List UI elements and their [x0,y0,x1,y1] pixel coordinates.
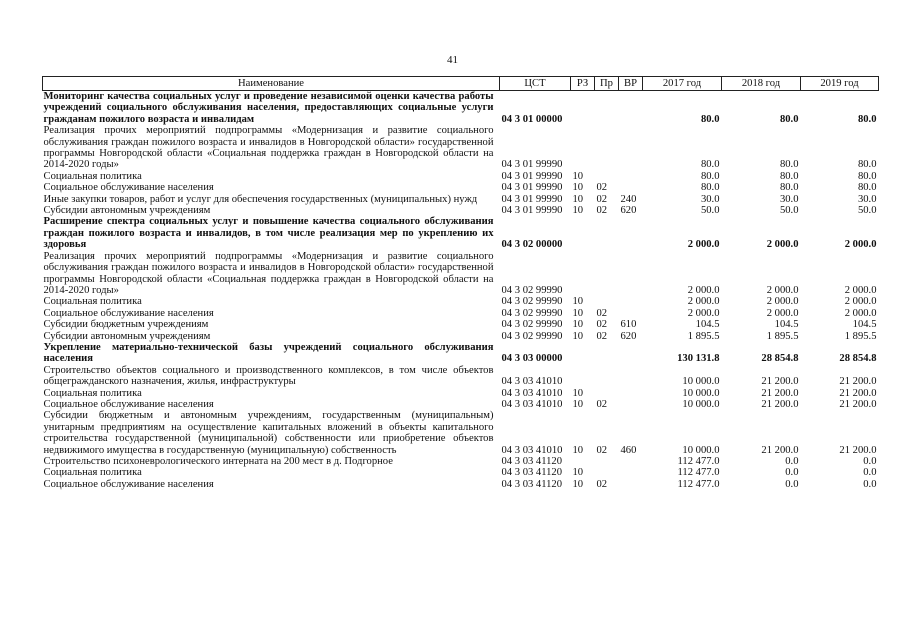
row-cst: 04 3 01 99990 [501,182,563,194]
row-pr: 02 [596,319,608,331]
row-cst: 04 3 01 99990 [501,170,563,182]
row-value-2019: 80.0 [857,170,877,182]
row-value-2018: 104.5 [774,319,799,331]
header-rz: РЗ [571,77,595,91]
table-row [43,388,879,399]
row-cst: 04 3 01 99990 [501,159,563,171]
row-vr: 610 [620,319,637,331]
row-value-2017: 112 477.0 [677,478,720,490]
table-row [43,182,879,193]
row-vr [619,399,643,410]
row-value-2017: 10 000.0 [682,398,720,410]
row-value-2018: 21 200.0 [761,376,799,388]
row-value-2019: 2 000.0 [844,307,877,319]
row-pr [595,216,619,250]
row-rz: 10 [572,319,584,331]
row-value-2017: 10 000.0 [682,387,720,399]
row-pr [595,342,619,365]
header-2018: 2018 год [722,77,801,91]
row-cst: 04 3 01 99990 [501,205,563,217]
row-value-2017: 2 000.0 [687,239,720,251]
row-vr [619,182,643,193]
row-pr [595,388,619,399]
table-header-row [43,77,879,91]
table-row [43,125,879,171]
table-row [43,479,879,490]
row-pr [595,171,619,182]
row-value-2017: 10 000.0 [682,376,720,388]
row-pr: 02 [596,330,608,342]
row-cst: 04 3 03 41010 [501,387,563,399]
row-pr [595,296,619,307]
row-value-2018: 2 000.0 [766,239,799,251]
row-rz [571,456,595,467]
table-row [43,205,879,216]
row-rz: 10 [572,307,584,319]
row-pr [595,456,619,467]
row-name: Социальная политика [43,387,142,399]
row-rz: 10 [572,193,584,205]
row-value-2019: 50.0 [857,205,877,217]
row-name: Строительство объектов социального и производственного комплексов, в том числе объектов общегражданского назначения, жилья, инфраструктуры [43,364,494,388]
header-name: Наименование [43,77,500,91]
row-value-2017: 2 000.0 [687,307,720,319]
row-value-2017: 80.0 [700,182,720,194]
row-cst: 04 3 03 41010 [501,398,563,410]
table-row [43,308,879,319]
row-pr [595,365,619,388]
row-value-2017: 112 477.0 [677,467,720,479]
row-value-2017: 30.0 [700,193,720,205]
row-cst: 04 3 03 41120 [501,467,563,479]
budget-table [42,76,879,490]
row-pr: 02 [596,398,608,410]
row-name: Социальное обслуживание населения [43,398,214,410]
row-name: Субсидии автономным учреждениям [43,330,211,342]
table-row [43,296,879,307]
row-vr [619,467,643,478]
row-rz: 10 [572,398,584,410]
row-value-2018: 80.0 [779,170,799,182]
row-pr: 02 [596,193,608,205]
row-cst: 04 3 01 00000 [501,113,563,125]
table-row [43,171,879,182]
row-value-2019: 21 200.0 [839,376,877,388]
row-rz: 10 [572,478,584,490]
table-row [43,319,879,330]
row-value-2019: 80.0 [857,113,877,125]
row-rz: 10 [572,330,584,342]
row-value-2019: 21 200.0 [839,387,877,399]
row-vr [619,365,643,388]
table-row [43,194,879,205]
header-pr: Пр [595,77,619,91]
row-vr [619,251,643,297]
row-rz: 10 [572,467,584,479]
row-rz [571,365,595,388]
row-name: Иные закупки товаров, работ и услуг для обеспечения государственных (муниципальных) нужд [43,193,478,205]
row-value-2018: 2 000.0 [766,284,799,296]
row-pr: 02 [596,444,608,456]
row-vr [619,296,643,307]
row-value-2018: 0.0 [785,478,799,490]
row-pr [595,91,619,126]
row-name: Социальная политика [43,467,142,479]
row-value-2018: 21 200.0 [761,444,799,456]
row-name: Социальное обслуживание населения [43,182,214,194]
row-rz: 10 [572,444,584,456]
row-rz: 10 [572,296,584,308]
row-vr [619,91,643,126]
table-row [43,91,879,126]
row-pr [595,125,619,171]
header-2017: 2017 год [643,77,722,91]
row-value-2017: 80.0 [700,113,720,125]
row-pr: 02 [596,182,608,194]
row-name: Расширение спектра социальных услуг и повышение качества социального обслуживания граждан пожилого возраста и инвалидов, в том числе реализация мер по укреплению их здоровья [43,216,494,251]
row-rz: 10 [572,205,584,217]
row-name: Укрепление материально-технической базы учреждений социального обслуживания населения [43,341,494,365]
row-cst: 04 3 02 99990 [501,307,563,319]
row-value-2018: 50.0 [779,205,799,217]
row-vr [619,216,643,250]
row-vr: 240 [620,193,637,205]
row-value-2017: 80.0 [700,159,720,171]
header-2019: 2019 год [801,77,879,91]
table-row [43,365,879,388]
row-value-2019: 21 200.0 [839,398,877,410]
row-value-2019: 0.0 [863,467,877,479]
row-name: Социальная политика [43,170,142,182]
row-cst: 04 3 03 00000 [501,353,563,365]
header-cst: ЦСТ [500,77,571,91]
row-vr [619,171,643,182]
row-cst: 04 3 02 00000 [501,239,563,251]
row-vr: 620 [620,205,637,217]
row-name: Реализация прочих мероприятий подпрограммы «Модернизация и развитие социального обслуживания граждан пожилого возраста и инвалидов в Новгородской области» государственной программы Новгородской области «Социальная поддержка граждан в Новгородской области на 2014-2020 годы» [43,250,494,296]
row-pr [595,467,619,478]
row-value-2018: 1 895.5 [766,330,799,342]
row-value-2019: 2 000.0 [844,239,877,251]
row-value-2018: 80.0 [779,159,799,171]
row-value-2019: 1 895.5 [844,330,877,342]
row-value-2019: 80.0 [857,159,877,171]
row-cst: 04 3 03 41120 [501,478,563,490]
row-name: Социальное обслуживание населения [43,478,214,490]
row-value-2019: 21 200.0 [839,444,877,456]
table-row [43,399,879,410]
row-value-2017: 10 000.0 [682,444,720,456]
row-name: Мониторинг качества социальных услуг и проведение независимой оценки качества работы учреждений социального обслуживания населения, предоставляющих социальные услуги гражданам пожилого возраста и инвалидам [43,91,494,125]
row-value-2018: 2 000.0 [766,296,799,308]
row-vr [619,125,643,171]
row-value-2017: 104.5 [695,319,720,331]
row-vr [619,456,643,467]
row-rz: 10 [572,170,584,182]
row-value-2017: 112 477.0 [677,456,720,467]
row-name: Социальное обслуживание населения [43,307,214,319]
row-rz [571,251,595,297]
row-value-2018: 0.0 [785,467,799,479]
row-value-2018: 2 000.0 [766,307,799,319]
row-value-2017: 1 895.5 [687,330,720,342]
row-value-2019: 30.0 [857,193,877,205]
row-cst: 04 3 03 41120 [501,456,563,467]
row-rz [571,342,595,365]
row-pr [595,251,619,297]
row-name: Субсидии автономным учреждениям [43,205,211,217]
row-rz: 10 [572,182,584,194]
page-number: 41 [447,54,458,66]
row-value-2017: 130 131.8 [677,353,720,365]
row-value-2019: 0.0 [863,478,877,490]
row-value-2017: 50.0 [700,205,720,217]
row-value-2018: 21 200.0 [761,398,799,410]
row-value-2017: 80.0 [700,170,720,182]
table-row [43,331,879,342]
row-value-2018: 21 200.0 [761,387,799,399]
row-value-2018: 28 854.8 [761,353,799,365]
row-vr [619,479,643,490]
row-vr [619,308,643,319]
row-value-2018: 30.0 [779,193,799,205]
row-cst: 04 3 02 99990 [501,284,563,296]
row-cst: 04 3 02 99990 [501,319,563,331]
row-value-2019: 28 854.8 [839,353,877,365]
row-cst: 04 3 02 99990 [501,330,563,342]
row-rz: 10 [572,387,584,399]
row-name: Реализация прочих мероприятий подпрограммы «Модернизация и развитие социального обслуживания граждан пожилого возраста и инвалидов в Новгородской области» государственной программы Новгородской области «Социальная поддержка граждан в Новгородской области на 2014-2020 годы» [43,125,494,171]
row-vr [619,342,643,365]
row-cst: 04 3 02 99990 [501,296,563,308]
row-vr: 460 [620,444,637,456]
row-vr [619,388,643,399]
row-name: Социальная политика [43,296,142,308]
row-pr: 02 [596,478,608,490]
row-value-2019: 2 000.0 [844,296,877,308]
row-value-2019: 80.0 [857,182,877,194]
row-rz [571,216,595,250]
row-name: Субсидии бюджетным учреждениям [43,319,209,331]
row-value-2018: 80.0 [779,113,799,125]
row-rz [571,91,595,126]
row-name: Субсидии бюджетным и автономным учреждениям, государственным (муниципальным) унитарным предприятиям на осуществление капитальных вложений в объекты капитального строительства государственной (муниципальной) собственности или приобретение объектов недвижимого имущества в государственную (муниципальную) собственность [43,410,494,456]
row-vr: 620 [620,330,637,342]
row-value-2017: 2 000.0 [687,284,720,296]
table-row [43,216,879,250]
row-value-2019: 2 000.0 [844,284,877,296]
row-value-2019: 104.5 [852,319,877,331]
row-value-2018: 0.0 [785,456,799,467]
row-name: Строительство психоневрологического интерната на 200 мест в д. Подгорное [43,456,393,467]
table-row [43,410,879,456]
header-vr: ВР [619,77,643,91]
row-value-2017: 2 000.0 [687,296,720,308]
row-pr: 02 [596,205,608,217]
row-pr: 02 [596,307,608,319]
table-row [43,456,879,467]
row-cst: 04 3 03 41010 [501,444,563,456]
row-cst: 04 3 01 99990 [501,193,563,205]
row-value-2018: 80.0 [779,182,799,194]
row-value-2019: 0.0 [863,456,877,467]
row-cst: 04 3 03 41010 [501,376,563,388]
table-row [43,251,879,297]
table-row [43,467,879,478]
table-row [43,342,879,365]
row-rz [571,125,595,171]
